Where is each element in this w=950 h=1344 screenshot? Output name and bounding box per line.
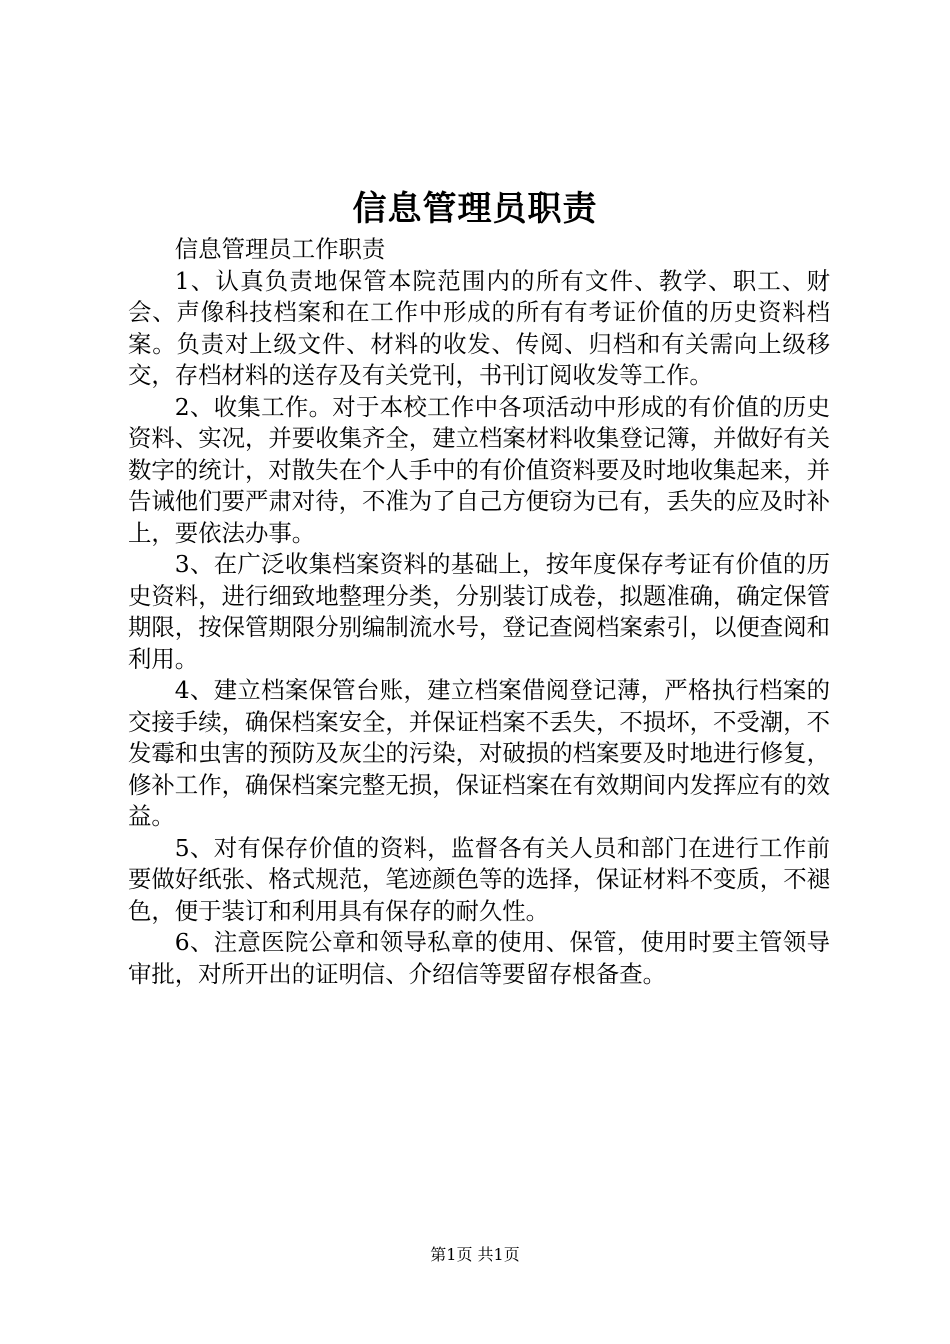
paragraph-5: 5、对有保存价值的资料，监督各有关人员和部门在进行工作前要做好纸张、格式规范，笔迹颜色等的选择，保证材料不变质，不褪色，便于装订和利用具有保存的耐久性。 (128, 833, 830, 925)
page-footer: 第1页 共1页 (430, 1245, 520, 1264)
paragraph-6: 6、注意医院公章和领导私章的使用、保管，使用时要主管领导审批，对所开出的证明信、介绍信等要留存根备查。 (128, 928, 830, 988)
paragraph-1: 1、认真负责地保管本院范围内的所有文件、教学、职工、财会、声像科技档案和在工作中形成的所有有考证价值的历史资料档案。负责对上级文件、材料的收发、传阅、归档和有关需向上级移交，存档材料的送存及有关党刊，书刊订阅收发等工作。 (128, 266, 830, 389)
paragraph-4: 4、建立档案保管台账，建立档案借阅登记薄，严格执行档案的交接手续，确保档案安全，并保证档案不丢失，不损坏，不受潮，不发霉和虫害的预防及灰尘的污染，对破损的档案要及时地进行修复，修补工作，确保档案完整无损，保证档案在有效期间内发挥应有的效益。 (128, 676, 830, 830)
paragraph-2: 2、收集工作。对于本校工作中各项活动中形成的有价值的历史资料、实况，并要收集齐全，建立档案材料收集登记簿，并做好有关数字的统计，对散失在个人手中的有价值资料要及时地收集起来，并告诫他们要严肃对待，不准为了自己方便窃为已有，丢失的应及时补上，要依法办事。 (128, 392, 830, 547)
document-subtitle: 信息管理员工作职责 (174, 235, 386, 263)
document-body (128, 234, 830, 990)
paragraph-3: 3、在广泛收集档案资料的基础上，按年度保存考证有价值的历史资料，进行细致地整理分类，分别装订成卷，拟题准确，确定保管期限，按保管期限分别编制流水号，登记查阅档案索引，以便查阅和利用。 (128, 550, 830, 673)
page-title: 信息管理员职责 (352, 189, 598, 229)
